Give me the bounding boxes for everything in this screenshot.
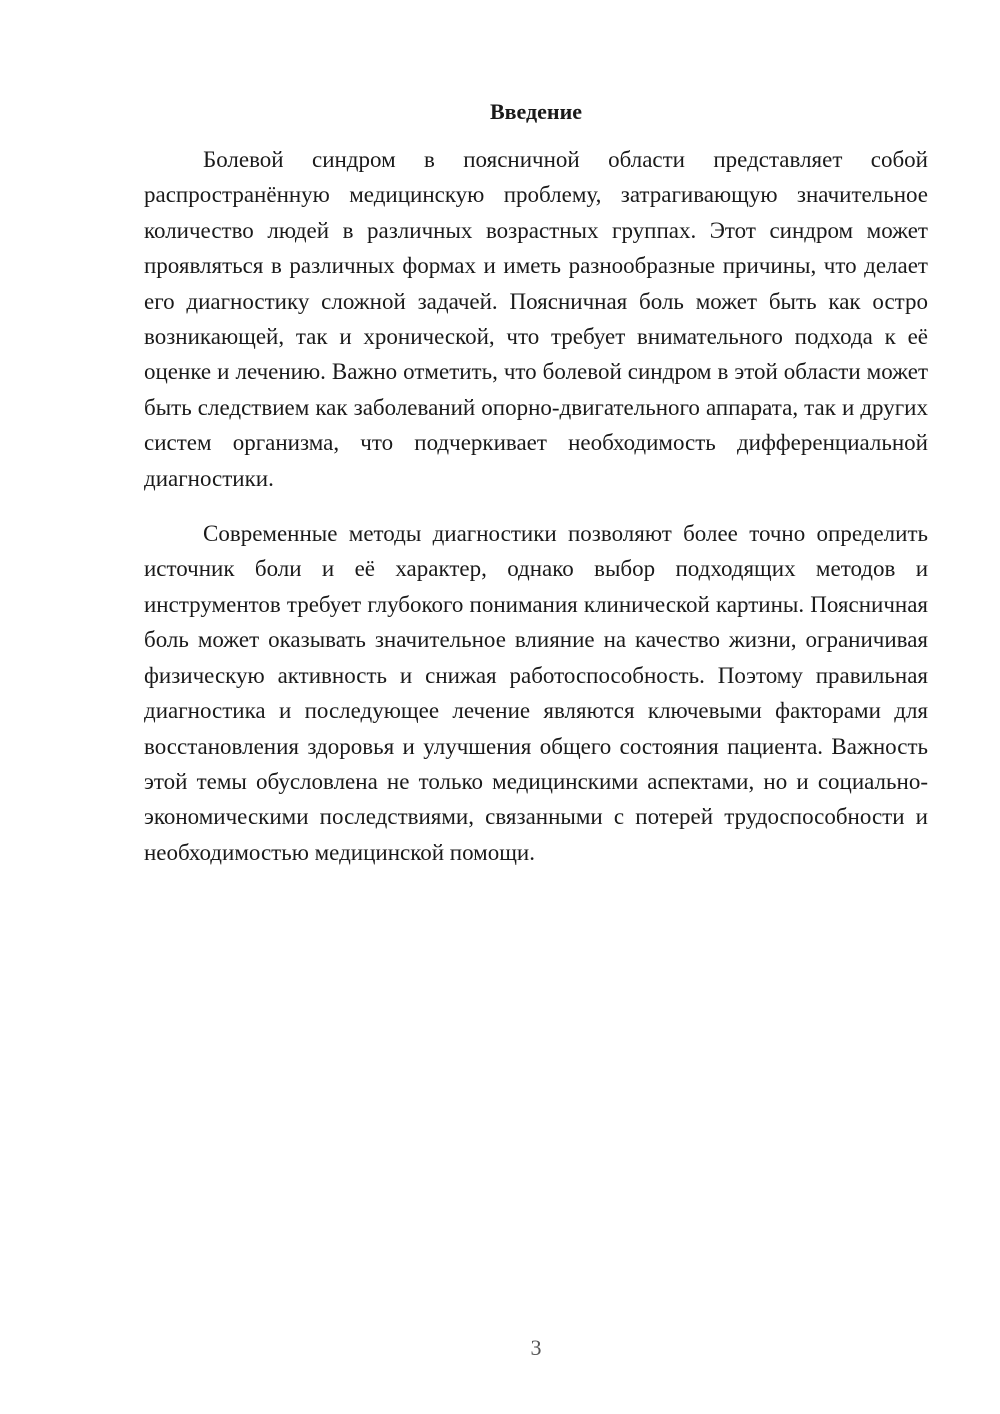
paragraph-2: Современные методы диагностики позволяют более точно определить источник боли и её характер, однако выбор подходящих методов и инструментов требует глубокого понимания клинической картины. Поясничная боль может оказывать значительное влияние на качество жизни, ограничивая физическую активность и снижая работоспособность. Поэтому правильная диагностика и последующее лечение являются ключевыми факторами для восстановления здоровья и улучшения общего состояния пациента. Важность этой темы обусловлена не только медицинскими аспектами, но и социально-экономическими последствиями, связанными с потерей трудоспособности и необходимостью медицинской помощи.: [144, 521, 928, 865]
page-number: 3: [530, 1335, 542, 1360]
body-text: [144, 142, 928, 870]
paragraph-1: Болевой синдром в поясничной области представляет собой распространённую медицинскую проблему, затрагивающую значительное количество людей в различных возрастных группах. Этот синдром может проявляться в различных формах и иметь разнообразные причины, что делает его диагностику сложной задачей. Поясничная боль может быть как остро возникающей, так и хронической, что требует внимательного подхода к её оценке и лечению. Важно отметить, что болевой синдром в этой области может быть следствием как заболеваний опорно-двигательного аппарата, так и других систем организма, что подчеркивает необходимость дифференциальной диагностики.: [144, 147, 928, 491]
section-heading: Введение: [489, 99, 583, 124]
